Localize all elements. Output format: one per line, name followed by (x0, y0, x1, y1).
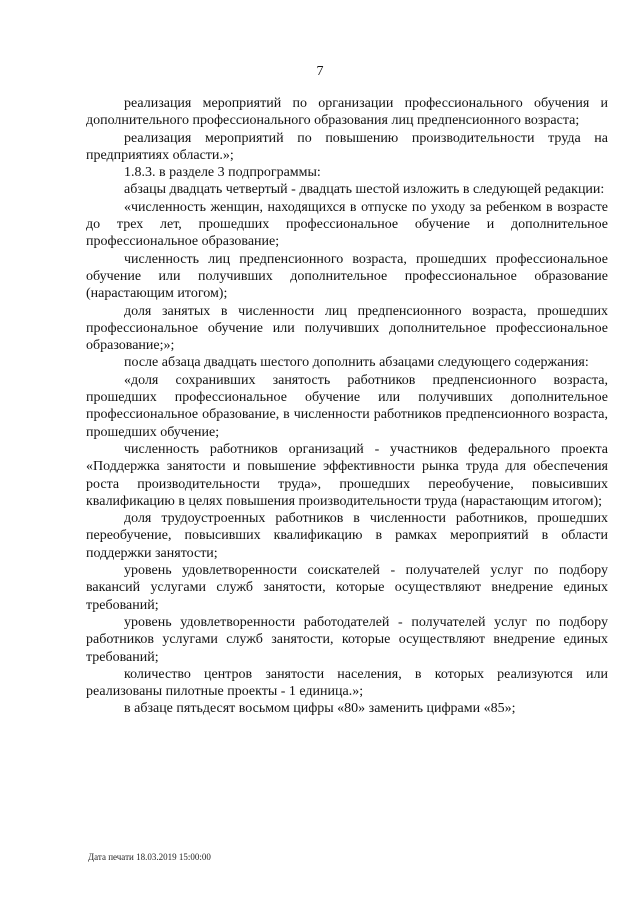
paragraph: численность лиц предпенсионного возраста, прошедших профессиональное обучение или получивших дополнительное профессиональное образование (нарастающим итогом); (86, 251, 608, 302)
paragraph: доля трудоустроенных работников в численности работников, прошедших переобучение, повысивших квалификацию в рамках мероприятий в области поддержки занятости; (86, 511, 608, 561)
paragraph: абзацы двадцать четвертый - двадцать шестой изложить в следующей редакции: (124, 182, 605, 198)
paragraph: 1.8.3. в разделе 3 подпрограммы: (124, 165, 321, 181)
paragraph: реализация мероприятий по повышению производительности труда на предприятиях области.»; (86, 130, 608, 163)
print-date-footer: Дата печати 18.03.2019 15:00:00 (88, 852, 211, 862)
paragraph: в абзаце пятьдесят восьмом цифры «80» заменить цифрами «85»; (124, 701, 516, 717)
page-number: 7 (316, 64, 324, 79)
paragraph: реализация мероприятий по организации профессионального обучения и дополнительного профессионального образования лиц предпенсионного возраста; (86, 96, 608, 129)
paragraph: уровень удовлетворенности работодателей - получателей услуг по подбору работников услугами служб занятости, которые осуществляют внедрение единых требований; (86, 614, 608, 665)
paragraph: численность работников организаций - участников федерального проекта «Поддержка занятости и повышение эффективности рынка труда для обеспечения роста производительности труда», прошедших переобучение, повысивших квалификацию в целях повышения производительности труда (нарастающим итогом); (86, 441, 608, 509)
paragraph: уровень удовлетворенности соискателей - получателей услуг по подбору вакансий услугами служб занятости, которые осуществляют внедрение единых требований; (86, 563, 608, 613)
paragraph: «доля сохранивших занятость работников предпенсионного возраста, прошедших профессиональное обучение или получивших дополнительное профессиональное образование, в численности работников предпенсионного возраста, прошедших обучение; (86, 372, 608, 440)
paragraph: после абзаца двадцать шестого дополнить абзацами следующего содержания: (124, 355, 589, 371)
paragraph: доля занятых в численности лиц предпенсионного возраста, прошедших профессиональное обучение или получивших дополнительное профессиональное образование;»; (86, 303, 608, 354)
paragraph: «численность женщин, находящихся в отпуске по уходу за ребенком в возрасте до трех лет, прошедших профессиональное обучение и дополнительное профессиональное образование; (86, 199, 608, 250)
paragraph: количество центров занятости населения, в которых реализуются или реализованы пилотные проекты - 1 единица.»; (86, 666, 608, 700)
document-body (86, 95, 608, 718)
